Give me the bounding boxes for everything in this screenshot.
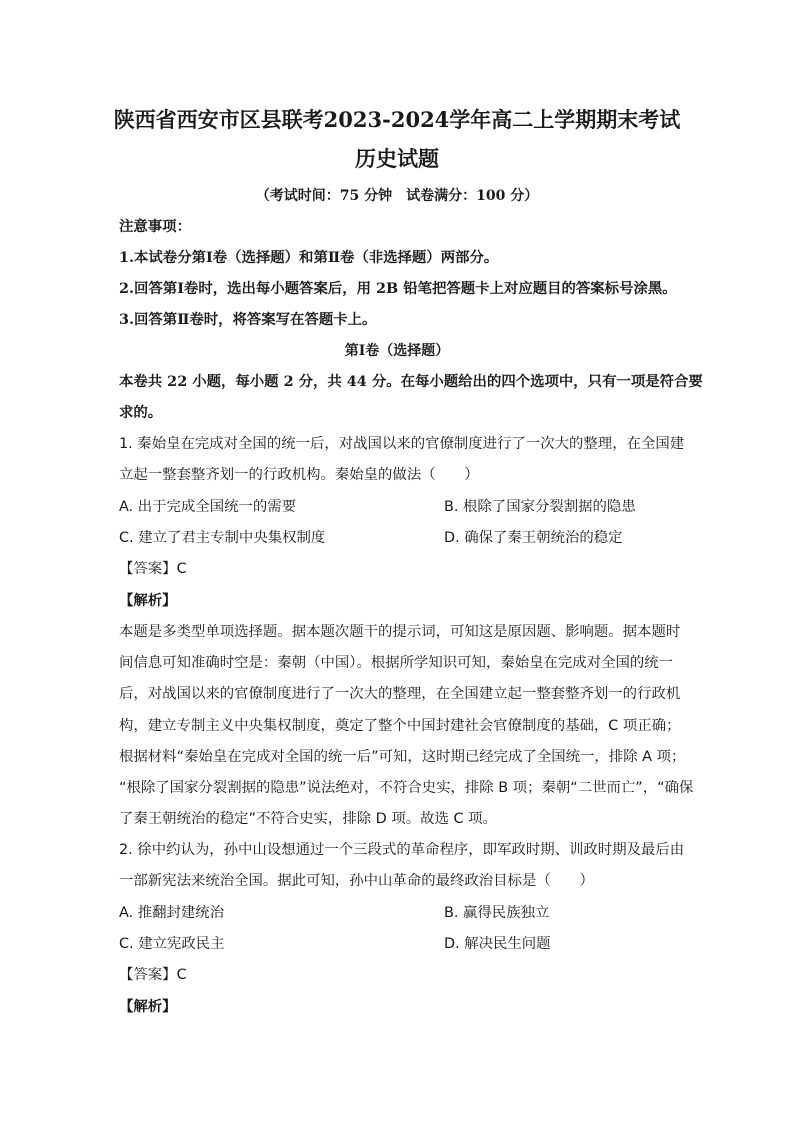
q1-stem-line2: 立起一整套整齐划一的行政机构。秦始皇的做法（ ） [119,467,479,483]
q2-stem-line2: 一部新宪法来统治全国。据此可知，孙中山革命的最终政治目标是（ ） [119,873,594,889]
q1-analysis-line1: 本题是多类型单项选择题。据本题次题干的提示词，可知这是原因题、影响题。据本题时 [119,624,681,640]
q1-analysis-label: 【解析】 [119,593,177,609]
q1-analysis-line3: 后，对战国以来的官僚制度进行了一次大的整理，在全国建立起一整套整齐划一的行政机 [119,686,681,702]
q1-analysis-line2: 间信息可知准确时空是：秦朝（中国）。根据所学知识可知，秦始皇在完成对全国的统一 [119,655,674,671]
exam-info: （考试时间：75 分钟 试卷满分：100 分） [255,188,539,204]
section-intro-line1: 本卷共 22 小题，每小题 2 分，共 44 分。在每小题给出的四个选项中，只有一项是符合要 [119,373,703,390]
q1-analysis-line5: 根据材料“秦始皇在完成对全国的统一后”可知，这时期已经完成了全国统一，排除 A 项； [119,749,686,765]
q1-analysis-line6: “根除了国家分裂割据的隐患”说法绝对，不符合史实，排除 B 项；秦朝“二世而亡”，“确保 [119,780,694,796]
q2-stem-line1: 2. 徐中约认为，孙中山设想通过一个三段式的革命程序，即军政时期、训政时期及最后由 [119,842,685,858]
q1-option-a: A. 出于完成全国统一的需要 [119,499,297,515]
q1-option-d: D. 确保了秦王朝统治的稳定 [444,530,623,546]
note-item-2: 2.回答第Ⅰ卷时，选出每小题答案后，用 2B 铅笔把答题卡上对应题目的答案标号涂黑。 [119,280,677,297]
q1-stem-line1: 1. 秦始皇在完成对全国的统一后，对战国以来的官僚制度进行了一次大的整理，在全国建 [119,436,685,452]
q1-option-c: C. 建立了君主专制中央集权制度 [119,530,326,546]
q1-analysis-line7: 了秦王朝统治的稳定”不符合史实，排除 D 项。故选 C 项。 [119,811,497,827]
q1-option-b: B. 根除了国家分裂割据的隐患 [444,499,636,515]
note-item-1: 1.本试卷分第Ⅰ卷（选择题）和第Ⅱ卷（非选择题）两部分。 [119,249,499,266]
note-item-3: 3.回答第Ⅱ卷时，将答案写在答题卡上。 [119,311,377,328]
q1-analysis-line4: 构，建立专制主义中央集权制度，奠定了整个中国封建社会官僚制度的基础，C 项正确； [119,718,681,734]
notes-heading: 注意事项： [119,218,191,235]
q2-answer: 【答案】C [119,967,187,983]
q2-option-d: D. 解决民生问题 [444,936,551,952]
section-intro-line2: 求的。 [119,404,163,421]
q2-option-c: C. 建立宪政民主 [119,936,225,952]
q2-option-a: A. 推翻封建统治 [119,905,225,921]
document-title-line2: 历史试题 [355,146,439,171]
q2-analysis-label: 【解析】 [119,999,177,1015]
section-heading: 第Ⅰ卷（选择题） [344,343,450,359]
document-title-line1: 陕西省西安市区县联考2023-2024学年高二上学期期末考试 [113,107,681,132]
q1-answer: 【答案】C [119,561,187,577]
q2-option-b: B. 赢得民族独立 [444,905,550,921]
